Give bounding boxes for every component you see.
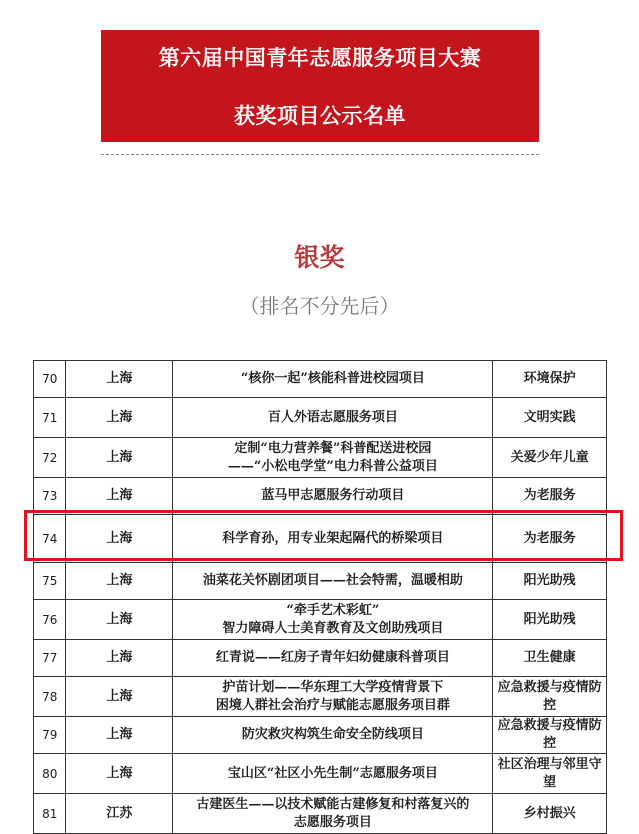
row-number-line: 77: [42, 651, 58, 665]
ranking-note: （排名不分先后）: [239, 294, 400, 318]
row-number-line: 70: [42, 372, 58, 386]
category-cell-line: 社区治理与邻里守望: [497, 756, 602, 790]
project-name-cell-line: “牵手艺术彩虹”: [286, 602, 380, 618]
table-row: [34, 754, 607, 794]
project-name-cell-line: 百人外语志愿服务项目: [267, 409, 398, 425]
province-cell-line: 上海: [106, 688, 133, 704]
category-cell-line: 乡村振兴: [523, 805, 576, 821]
row-number-line: 81: [42, 806, 58, 821]
row-number: [34, 717, 66, 754]
province-cell: [66, 600, 173, 640]
table-row: [34, 677, 607, 717]
project-name-cell: [173, 398, 493, 438]
highlight-box: [24, 510, 623, 561]
category-cell-line: 环境保护: [523, 371, 576, 386]
category-cell: [493, 563, 607, 600]
category-cell: [493, 677, 607, 717]
row-number-line: 73: [42, 489, 58, 503]
category-cell: [493, 478, 607, 515]
category-cell: [493, 361, 607, 398]
category-cell: [493, 754, 607, 794]
project-name-cell-line: 护苗计划——华东理工大学疫情背景下: [222, 679, 444, 695]
province-cell-line: 上海: [106, 371, 133, 386]
title-banner: [101, 30, 539, 142]
category-cell-line: 应急救援与疫情防控: [497, 679, 602, 713]
province-cell-line: 上海: [106, 650, 133, 665]
project-name-cell-line: 困境人群社会治疗与赋能志愿服务项目群: [215, 697, 450, 713]
province-cell: [66, 563, 173, 600]
row-number: [34, 563, 66, 600]
project-name-cell: [173, 717, 493, 754]
row-number-line: 76: [42, 612, 58, 627]
category-cell-line: 文明实践: [523, 409, 576, 425]
row-number: [34, 478, 66, 515]
category-cell-line: 为老服务: [523, 488, 576, 503]
category-cell: [493, 717, 607, 754]
province-cell-line: 上海: [106, 530, 133, 546]
row-number-line: 79: [42, 728, 58, 742]
project-name-cell: [173, 754, 493, 794]
province-cell: [66, 640, 173, 677]
project-name-cell: [173, 640, 493, 677]
project-name-cell-line: 蓝马甲志愿服务行动项目: [261, 488, 405, 503]
table-row: [34, 640, 607, 677]
row-number: [34, 361, 66, 398]
province-cell-line: 上海: [106, 611, 133, 627]
page-subtitle: 获奖项目公示名单: [234, 104, 406, 128]
table-row: [34, 438, 607, 478]
province-cell-line: 上海: [106, 573, 133, 588]
province-cell-line: 上海: [106, 727, 133, 742]
row-number-line: 71: [42, 410, 58, 425]
project-name-cell: [173, 478, 493, 515]
winners-table: [33, 360, 607, 834]
project-name-cell-line: 宝山区“社区小先生制”志愿服务项目: [227, 765, 438, 781]
province-cell: [66, 677, 173, 717]
project-name-cell: [173, 438, 493, 478]
row-number: [34, 600, 66, 640]
project-name-cell-line: 科学育孙，用专业架起隔代的桥梁项目: [222, 530, 444, 546]
category-cell: [493, 398, 607, 438]
row-number-line: 74: [42, 531, 58, 546]
category-cell-line: 关爱少年儿童: [510, 449, 589, 465]
table-row: [34, 361, 607, 398]
row-number-line: 72: [42, 450, 58, 465]
project-name-cell-line: 古建医生——以技术赋能古建修复和村落复兴的: [196, 796, 470, 812]
award-level-heading: 银奖: [294, 243, 345, 272]
project-name-cell: [173, 361, 493, 398]
project-name-cell-line: 智力障碍人士美育教育及文创助残项目: [222, 620, 444, 636]
province-cell-line: 上海: [106, 488, 133, 503]
table-row: [34, 478, 607, 515]
row-number-line: 78: [42, 689, 58, 704]
province-cell: [66, 754, 173, 794]
divider: [101, 154, 539, 155]
category-cell: [493, 640, 607, 677]
province-cell-line: 上海: [106, 409, 133, 425]
row-number: [34, 398, 66, 438]
province-cell-line: 江苏: [106, 805, 133, 821]
province-cell-line: 上海: [106, 449, 133, 465]
table-row: [34, 600, 607, 640]
row-number-line: 75: [42, 574, 58, 588]
project-name-cell-line: ——“小松电学堂”电力科普公益项目: [227, 458, 438, 474]
row-number-line: 80: [42, 766, 58, 781]
project-name-cell-line: 定制“电力营养餐”科普配送进校园: [234, 440, 432, 456]
category-cell-line: 阳光助残: [523, 573, 576, 588]
province-cell: [66, 361, 173, 398]
table-row: [34, 398, 607, 438]
province-cell: [66, 438, 173, 478]
category-cell-line: 卫生健康: [523, 650, 576, 665]
project-name-cell-line: 防灾救灾构筑生命安全防线项目: [241, 727, 424, 742]
category-cell: [493, 438, 607, 478]
category-cell-line: 应急救援与疫情防控: [497, 718, 602, 751]
province-cell: [66, 717, 173, 754]
province-cell-line: 上海: [106, 765, 133, 781]
project-name-cell-line: 红青说——红房子青年妇幼健康科普项目: [215, 650, 450, 665]
project-name-cell: [173, 677, 493, 717]
category-cell-line: 阳光助残: [523, 611, 576, 627]
province-cell: [66, 398, 173, 438]
row-number: [34, 640, 66, 677]
project-name-cell-line: “核你一起”核能科普进校园项目: [240, 371, 425, 386]
province-cell: [66, 478, 173, 515]
project-name-cell-line: 志愿服务项目: [293, 814, 372, 830]
table-row: [34, 563, 607, 600]
project-name-cell: [173, 563, 493, 600]
row-number: [34, 754, 66, 794]
row-number: [34, 677, 66, 717]
row-number: [34, 438, 66, 478]
project-name-cell: [173, 600, 493, 640]
table-row: [34, 717, 607, 754]
category-cell: [493, 600, 607, 640]
project-name-cell-line: 油菜花关怀剧团项目——社会特需，温暖相助: [202, 573, 463, 588]
page-title: 第六届中国青年志愿服务项目大赛: [158, 46, 482, 70]
category-cell-line: 为老服务: [523, 530, 576, 546]
